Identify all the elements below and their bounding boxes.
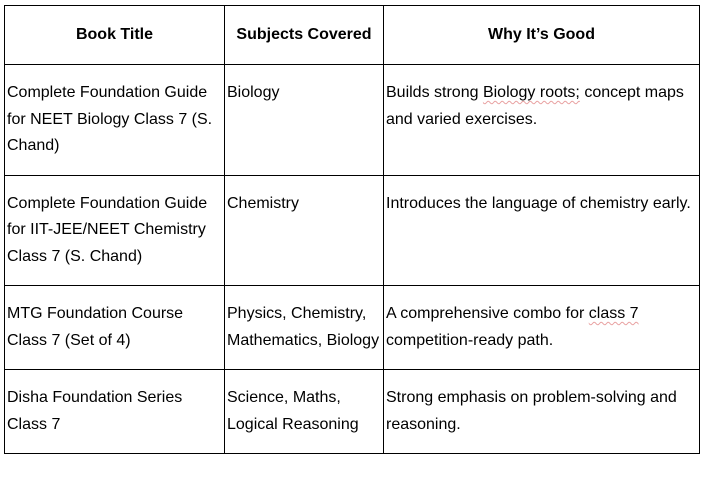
table-header-row: [5, 6, 700, 65]
cell-subjects: Chemistry: [225, 175, 384, 286]
spellcheck-flagged-text[interactable]: Biology roots;: [482, 84, 580, 101]
why-text: Strong emphasis on problem-solving and reasoning.: [386, 389, 677, 433]
why-text: concept maps and varied exercises.: [386, 84, 684, 128]
cell-why: [384, 370, 700, 454]
cell-why: [384, 65, 700, 176]
header-book-title: Book Title: [5, 6, 225, 65]
why-text: Builds strong: [386, 84, 483, 101]
table-row: [5, 65, 700, 176]
header-subjects-covered: Subjects Covered: [225, 6, 384, 65]
why-text: Introduces the language of chemistry early.: [386, 194, 691, 212]
cell-why: [384, 286, 700, 370]
cell-book-title: Complete Foundation Guide for IIT-JEE/NEET Chemistry Class 7 (S. Chand): [5, 175, 225, 286]
cell-book-title: Complete Foundation Guide for NEET Biology Class 7 (S. Chand): [5, 65, 225, 176]
cell-book-title: Disha Foundation Series Class 7: [5, 370, 225, 454]
book-comparison-table: [4, 5, 700, 454]
table-row: [5, 286, 700, 370]
cell-subjects: Physics, Chemistry, Mathematics, Biology: [225, 286, 384, 370]
cell-why: [384, 175, 700, 286]
cell-subjects: Biology: [225, 65, 384, 176]
table-row: [5, 370, 700, 454]
why-text: A comprehensive combo for: [386, 305, 589, 322]
header-why-its-good: Why It’s Good: [384, 6, 700, 65]
table-row: [5, 175, 700, 286]
why-text: competition-ready path.: [386, 331, 554, 349]
spellcheck-flagged-text[interactable]: class 7: [588, 305, 639, 322]
cell-book-title: MTG Foundation Course Class 7 (Set of 4): [5, 286, 225, 370]
cell-subjects: Science, Maths, Logical Reasoning: [225, 370, 384, 454]
